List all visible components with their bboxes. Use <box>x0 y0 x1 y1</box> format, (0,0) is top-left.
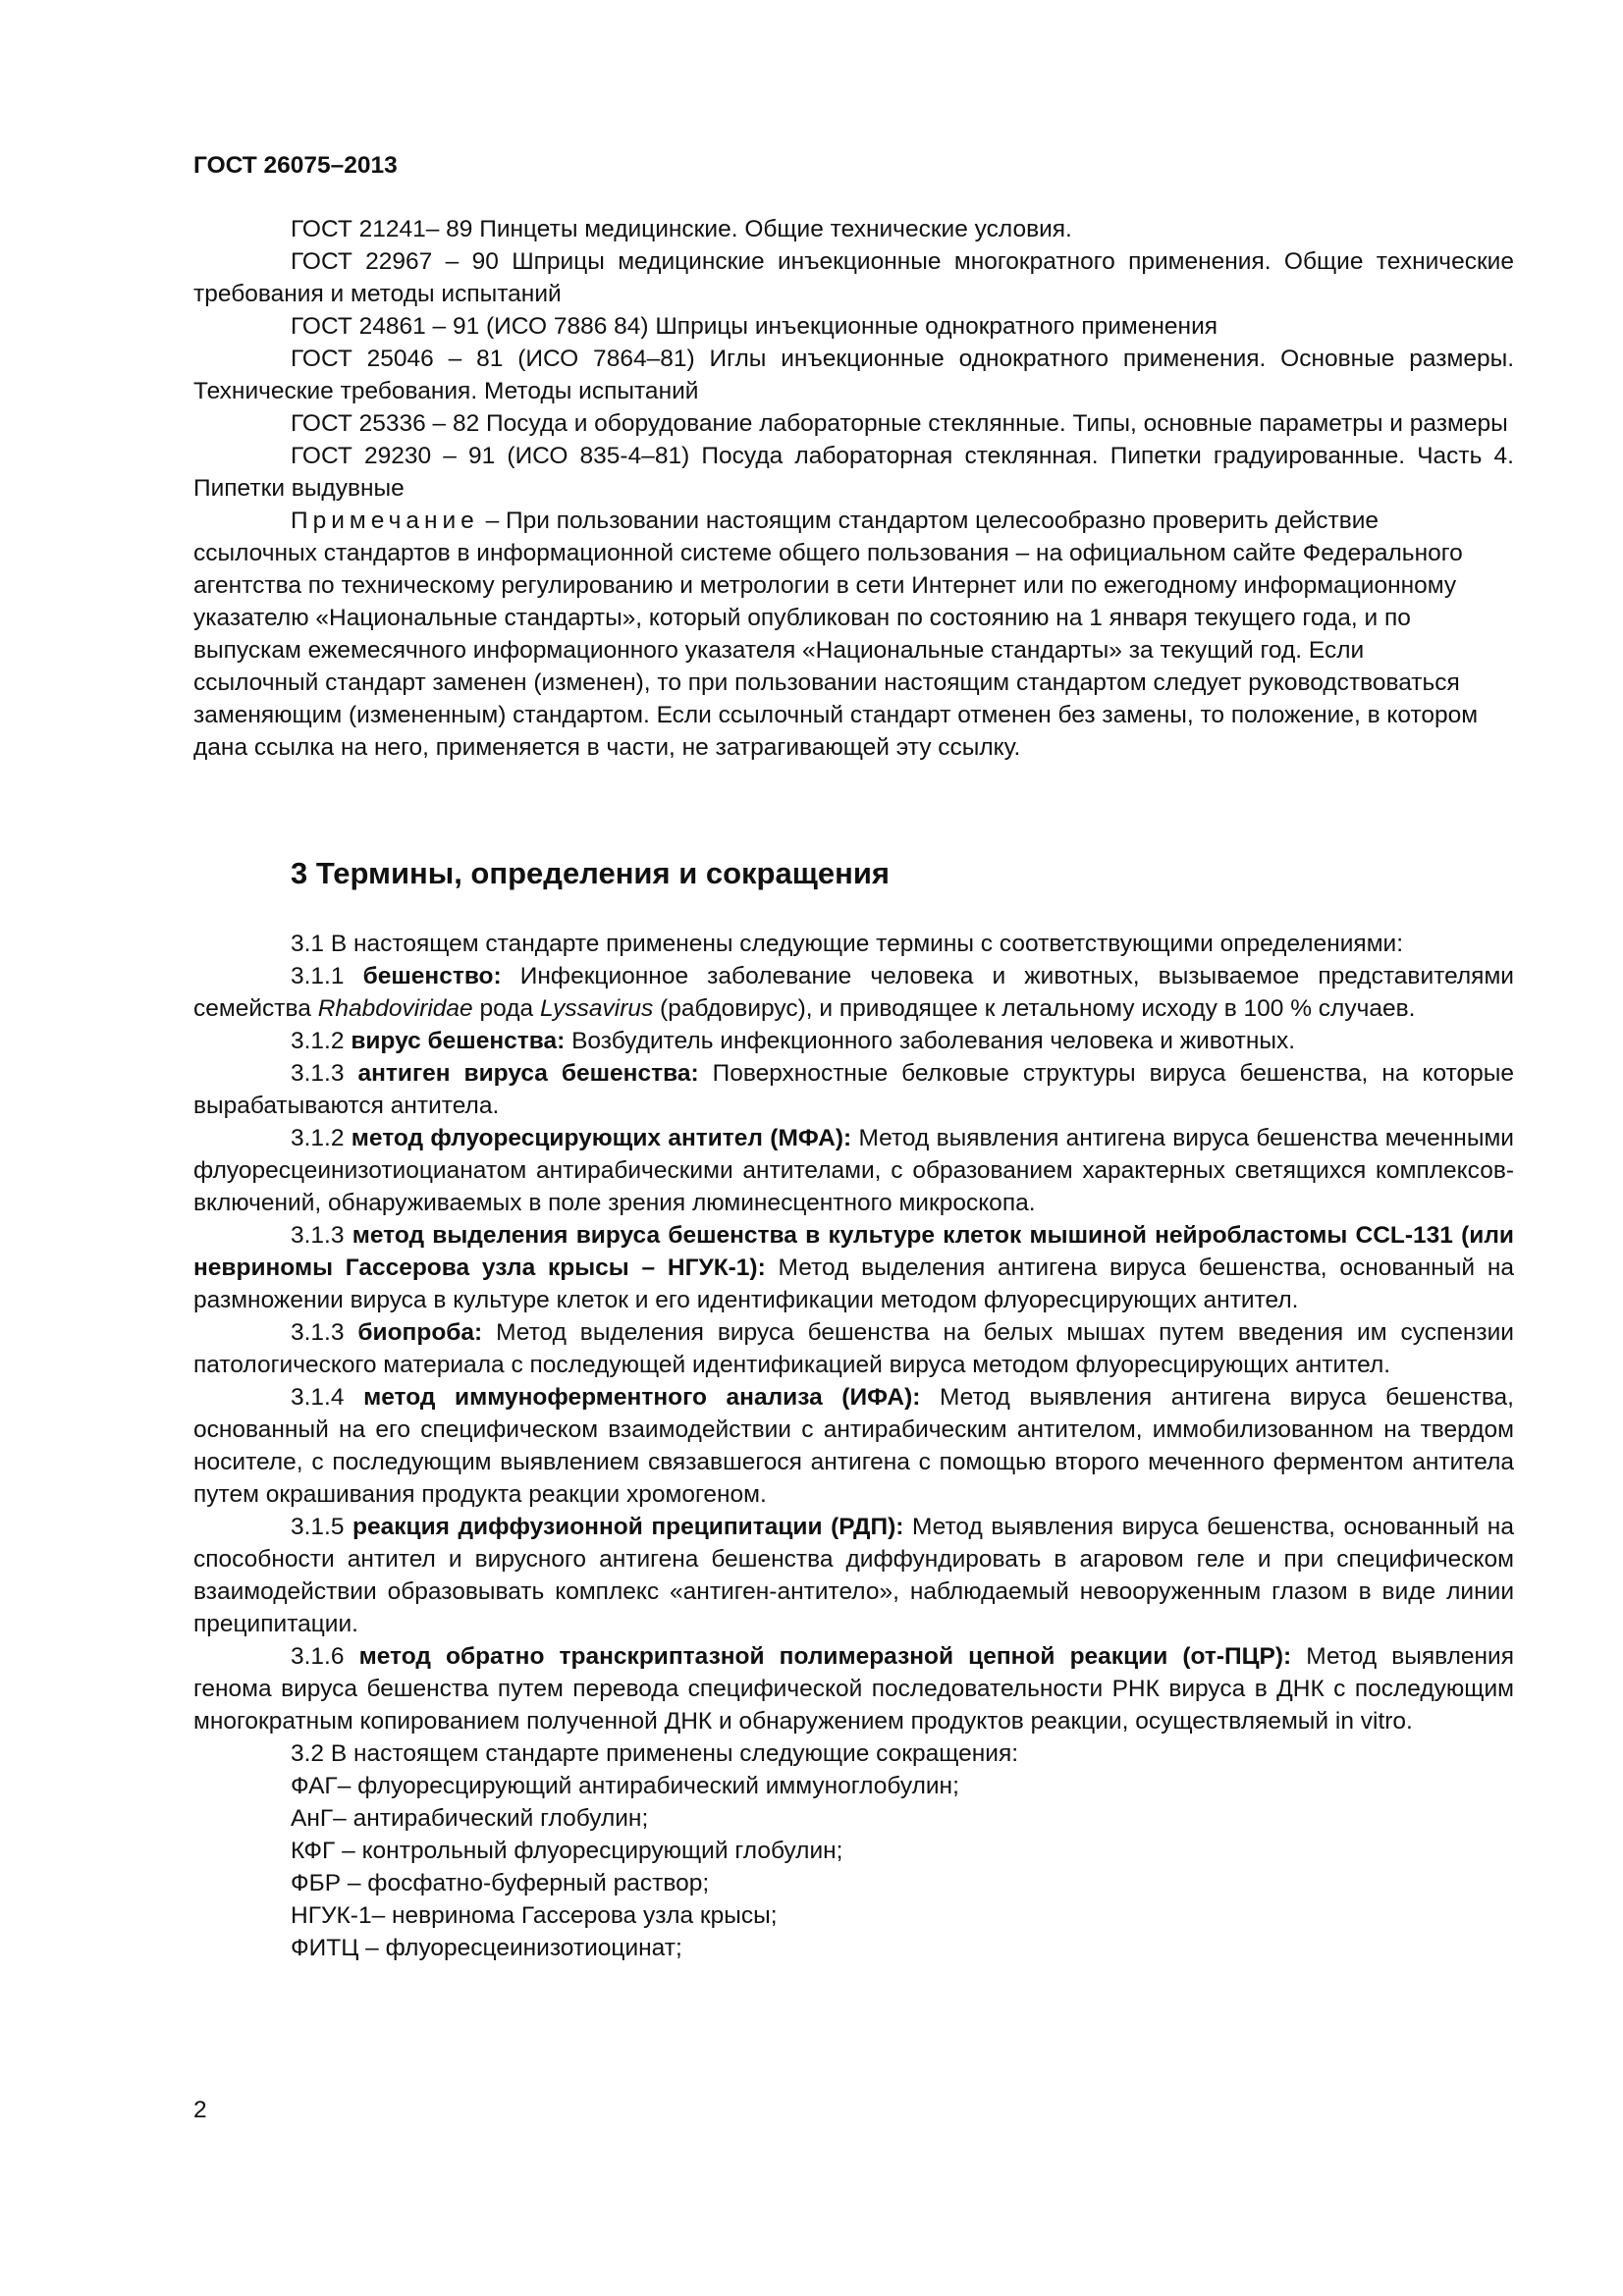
term-number: 3.1.3 <box>291 1060 358 1087</box>
reference-item <box>193 407 1514 440</box>
term-number: 3.1.4 <box>291 1384 364 1411</box>
term-item <box>193 1640 1514 1737</box>
term-item <box>193 1057 1514 1122</box>
reference-title: Посуда лабораторная стеклянная. Пипетки градуированные. Часть 4. Пипетки выдувные <box>193 443 1514 502</box>
term-number: 3.1.3 <box>291 1222 352 1249</box>
term-definition: рода <box>472 995 540 1022</box>
reference-title: Шприцы инъекционные однократного применения <box>648 313 1218 340</box>
page-number: 2 <box>193 2097 207 2123</box>
term-definition: Метод выделения антигена вируса бешенства, основанный на размножении вируса в культуре клеток и его идентификации методом флуоресцирующих антител. <box>193 1255 1514 1313</box>
note-text: – При пользовании настоящим стандартом целесообразно проверить действие ссылочных стандартов в информационной системе общего пользования – на официальном сайте Федерального агентства по техническому регулированию и метрологии в сети Интернет или по ежегодному информационному указателю «Национальные стандарты», который опубликован по состоянию на 1 января текущего года, и по выпускам ежемесячного информационного указателя «Национальные стандарты» за текущий год. Если ссылочный стандарт заменен (изменен), то при пользовании настоящим стандартом следует руководствоваться заменяющим (измененным) стандартом. Если ссылочный стандарт отменен без замены, то положение, в котором дана ссылка на него, применяется в части, не затрагивающей эту ссылку. <box>193 507 1479 761</box>
term-latin-genus: Lyssavirus <box>539 995 654 1022</box>
reference-item <box>193 343 1514 407</box>
term-definition: Метод выявления генома вируса бешенства путем перевода специфической последовательности РНК вируса в ДНК с последующим многократным копированием полученной ДНК и обнаружением продуктов реакции, осуществляемый in vitro. <box>193 1643 1514 1735</box>
term-name: бешенство: <box>362 963 502 989</box>
reference-item <box>193 245 1514 310</box>
abbreviation-item: НГУК-1– невринома Гассерова узла крысы; <box>291 1902 778 1929</box>
reference-code: ГОСТ 29230 – 91 (ИСО 835-4–81) <box>291 443 690 469</box>
reference-code: ГОСТ 21241– 89 <box>291 216 473 242</box>
term-item <box>193 1511 1514 1640</box>
term-definition: (рабдовирус), и приводящее к летальному исходу в 100 % случаев. <box>653 995 1416 1022</box>
term-number: 3.1.2 <box>291 1125 352 1151</box>
reference-title: Посуда и оборудование лабораторные стеклянные. Типы, основные параметры и размеры <box>479 410 1508 437</box>
term-item <box>193 1219 1514 1316</box>
term-definition: Возбудитель инфекционного заболевания человека и животных. <box>565 1028 1296 1054</box>
term-name: метод флуоресцирующих антител (МФА): <box>351 1125 852 1151</box>
reference-title: Шприцы медицинские инъекционные многократного применения. Общие технические требования и методы испытаний <box>193 248 1514 307</box>
term-item <box>193 960 1514 1025</box>
term-definition: Поверхностные белковые структуры вируса бешенства, на которые вырабатываются антитела. <box>193 1060 1514 1119</box>
term-item <box>193 1122 1514 1219</box>
term-definition: Метод выявления антигена вируса бешенства меченными флуоресцеинизотиоцианатом антирабическими антителами, с образованием характерных светящихся комплексов-включений, обнаруживаемых в поле зрения люминесцентного микроскопа. <box>193 1125 1514 1216</box>
abbreviations-intro: 3.2 В настоящем стандарте применены следующие сокращения: <box>291 1740 1019 1767</box>
term-definition: Инфекционное заболевание человека и животных, вызываемое представителями семейства <box>193 963 1514 1022</box>
term-name: биопроба: <box>357 1319 483 1346</box>
term-item <box>193 1381 1514 1511</box>
term-name: реакция диффузионной преципитации (РДП): <box>352 1514 904 1540</box>
reference-code: ГОСТ 25046 – 81 (ИСО 7864–81) <box>291 346 695 372</box>
term-item <box>193 1025 1514 1057</box>
section-title: 3 Термины, определения и сокращения <box>291 856 890 890</box>
term-definition: Метод выделения вируса бешенства на белых мышах путем введения им суспензии патологического материала с последующей идентификацией вируса методом флуоресцирующих антител. <box>193 1319 1514 1378</box>
reference-item <box>193 213 1514 245</box>
term-latin-family: Rhabdoviridae <box>317 995 473 1022</box>
abbreviation-item: ФАГ– флуоресцирующий антирабический иммуноглобулин; <box>291 1773 959 1799</box>
term-definition: Метод выявления антигена вируса бешенства, основанный на его специфическом взаимодействии с антирабическим антителом, иммобилизованном на твердом носителе, с последующим выявлением связавшегося антигена с помощью второго меченного ферментом антитела путем окрашивания продукта реакции хромогеном. <box>193 1384 1514 1508</box>
reference-code: ГОСТ 24861 – 91 (ИСО 7886 84) <box>291 313 649 340</box>
term-item <box>193 1316 1514 1381</box>
term-name: вирус бешенства: <box>351 1028 566 1054</box>
abbreviation-item: ФБР – фосфатно-буферный раствор; <box>291 1870 710 1896</box>
term-name: метод обратно транскриптазной полимеразной цепной реакции (от-ПЦР): <box>358 1643 1292 1670</box>
reference-code: ГОСТ 22967 – 90 <box>291 248 499 275</box>
section-heading-block <box>193 854 1514 893</box>
term-name: метод иммуноферментного анализа (ИФА): <box>363 1384 921 1411</box>
term-number: 3.1.6 <box>291 1643 359 1670</box>
term-number: 3.1.5 <box>291 1514 353 1540</box>
document-header: ГОСТ 26075–2013 <box>193 152 398 179</box>
terms-block <box>193 928 1514 1964</box>
term-number: 3.1.1 <box>291 963 363 989</box>
term-name: метод выделения вируса бешенства в культуре клеток мышиной нейробластомы CCL-131 (или невриномы Гассерова узла крысы – НГУК-1): <box>193 1222 1514 1281</box>
abbreviation-item: АнГ– антирабический глобулин; <box>291 1805 649 1832</box>
term-number: 3.1.2 <box>291 1028 352 1054</box>
reference-title: Пинцеты медицинские. Общие технические условия. <box>472 216 1072 242</box>
reference-title: Иглы инъекционные однократного применения. Основные размеры. Технические требования. Методы испытаний <box>193 346 1515 404</box>
term-name: антиген вируса бешенства: <box>357 1060 699 1087</box>
abbreviation-item: ФИТЦ – флуоресцеинизотиоцинат; <box>291 1935 682 1961</box>
note-label: Примечание <box>291 507 479 534</box>
reference-item <box>193 310 1514 343</box>
reference-item <box>193 440 1514 505</box>
reference-code: ГОСТ 25336 – 82 <box>291 410 480 437</box>
note-paragraph <box>193 505 1494 764</box>
term-definition: Метод выявления вируса бешенства, основанный на способности антител и вирусного антигена бешенства диффундировать в агаровом геле и при специфическом взаимодействии образовывать комплекс «антиген-антитело», наблюдаемый невооруженным глазом в виде линии преципитации. <box>193 1514 1514 1637</box>
term-number: 3.1.3 <box>291 1319 358 1346</box>
normative-references <box>193 213 1514 764</box>
terms-intro: 3.1 В настоящем стандарте применены следующие термины с соответствующими определениями: <box>291 931 1404 957</box>
abbreviation-item: КФГ – контрольный флуоресцирующий глобулин; <box>291 1838 843 1864</box>
